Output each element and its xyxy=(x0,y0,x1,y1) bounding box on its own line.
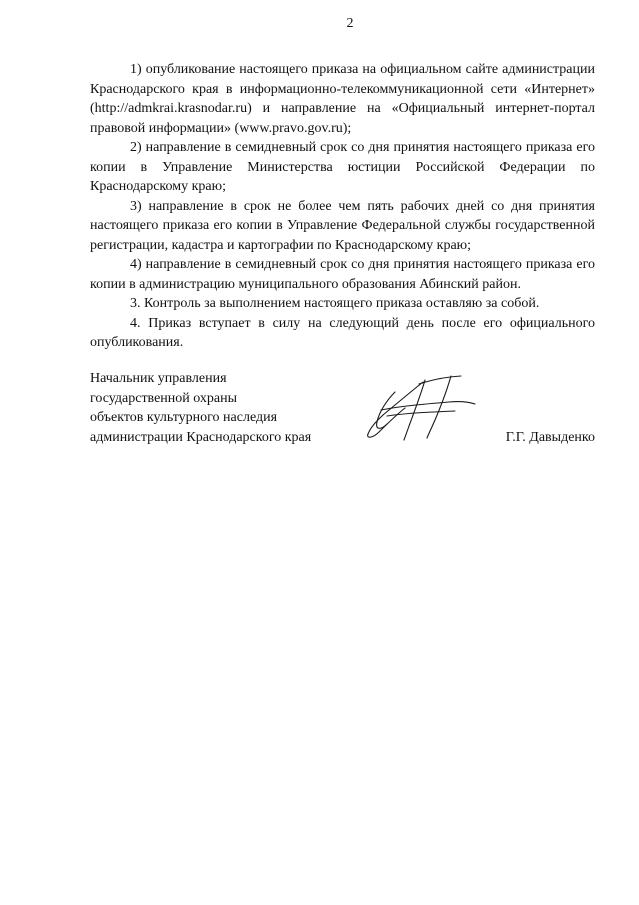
signature-block xyxy=(90,369,595,449)
paragraph-item-2: 2) направление в семидневный срок со дня принятия настоящего приказа его копии в Управление Министерства юстиции Российской Федерации по Краснодарскому краю; xyxy=(90,140,595,194)
paragraph-item-3: 3) направление в срок не более чем пять рабочих дней со дня принятия настоящего приказа его копии в Управление Федеральной службы государственной регистрации, кадастра и картографии по Краснодарскому краю; xyxy=(90,198,595,253)
document-body xyxy=(90,60,595,353)
paragraph-item-1: 1) опубликование настоящего приказа на официальном сайте администрации Краснодарского края в информационно-телекоммуникационной сети «Интернет» (http://admkrai.krasnodar.ru) и направление на «Официальный интернет-портал правовой информации» (www.pravo.gov.ru); xyxy=(90,62,595,136)
page-number: 2 xyxy=(346,16,354,31)
position-line-1: Начальник управления xyxy=(90,371,227,386)
signer-position-title xyxy=(90,369,350,447)
position-line-2: государственной охраны xyxy=(90,390,238,406)
position-line-4: администрации Краснодарского края xyxy=(90,429,312,445)
paragraph-effective-clause: 4. Приказ вступает в силу на следующий день после его официального опубликования. xyxy=(90,315,595,350)
paragraph-control-clause: 3. Контроль за выполнением настоящего приказа оставляю за собой. xyxy=(130,296,540,311)
paragraph-item-4: 4) направление в семидневный срок со дня принятия настоящего приказа его копии в администрацию муниципального образования Абинский район. xyxy=(90,257,595,292)
handwritten-signature xyxy=(365,372,477,442)
signer-name: Г.Г. Давыденко xyxy=(505,429,595,445)
position-line-3: объектов культурного наследия xyxy=(90,410,278,425)
